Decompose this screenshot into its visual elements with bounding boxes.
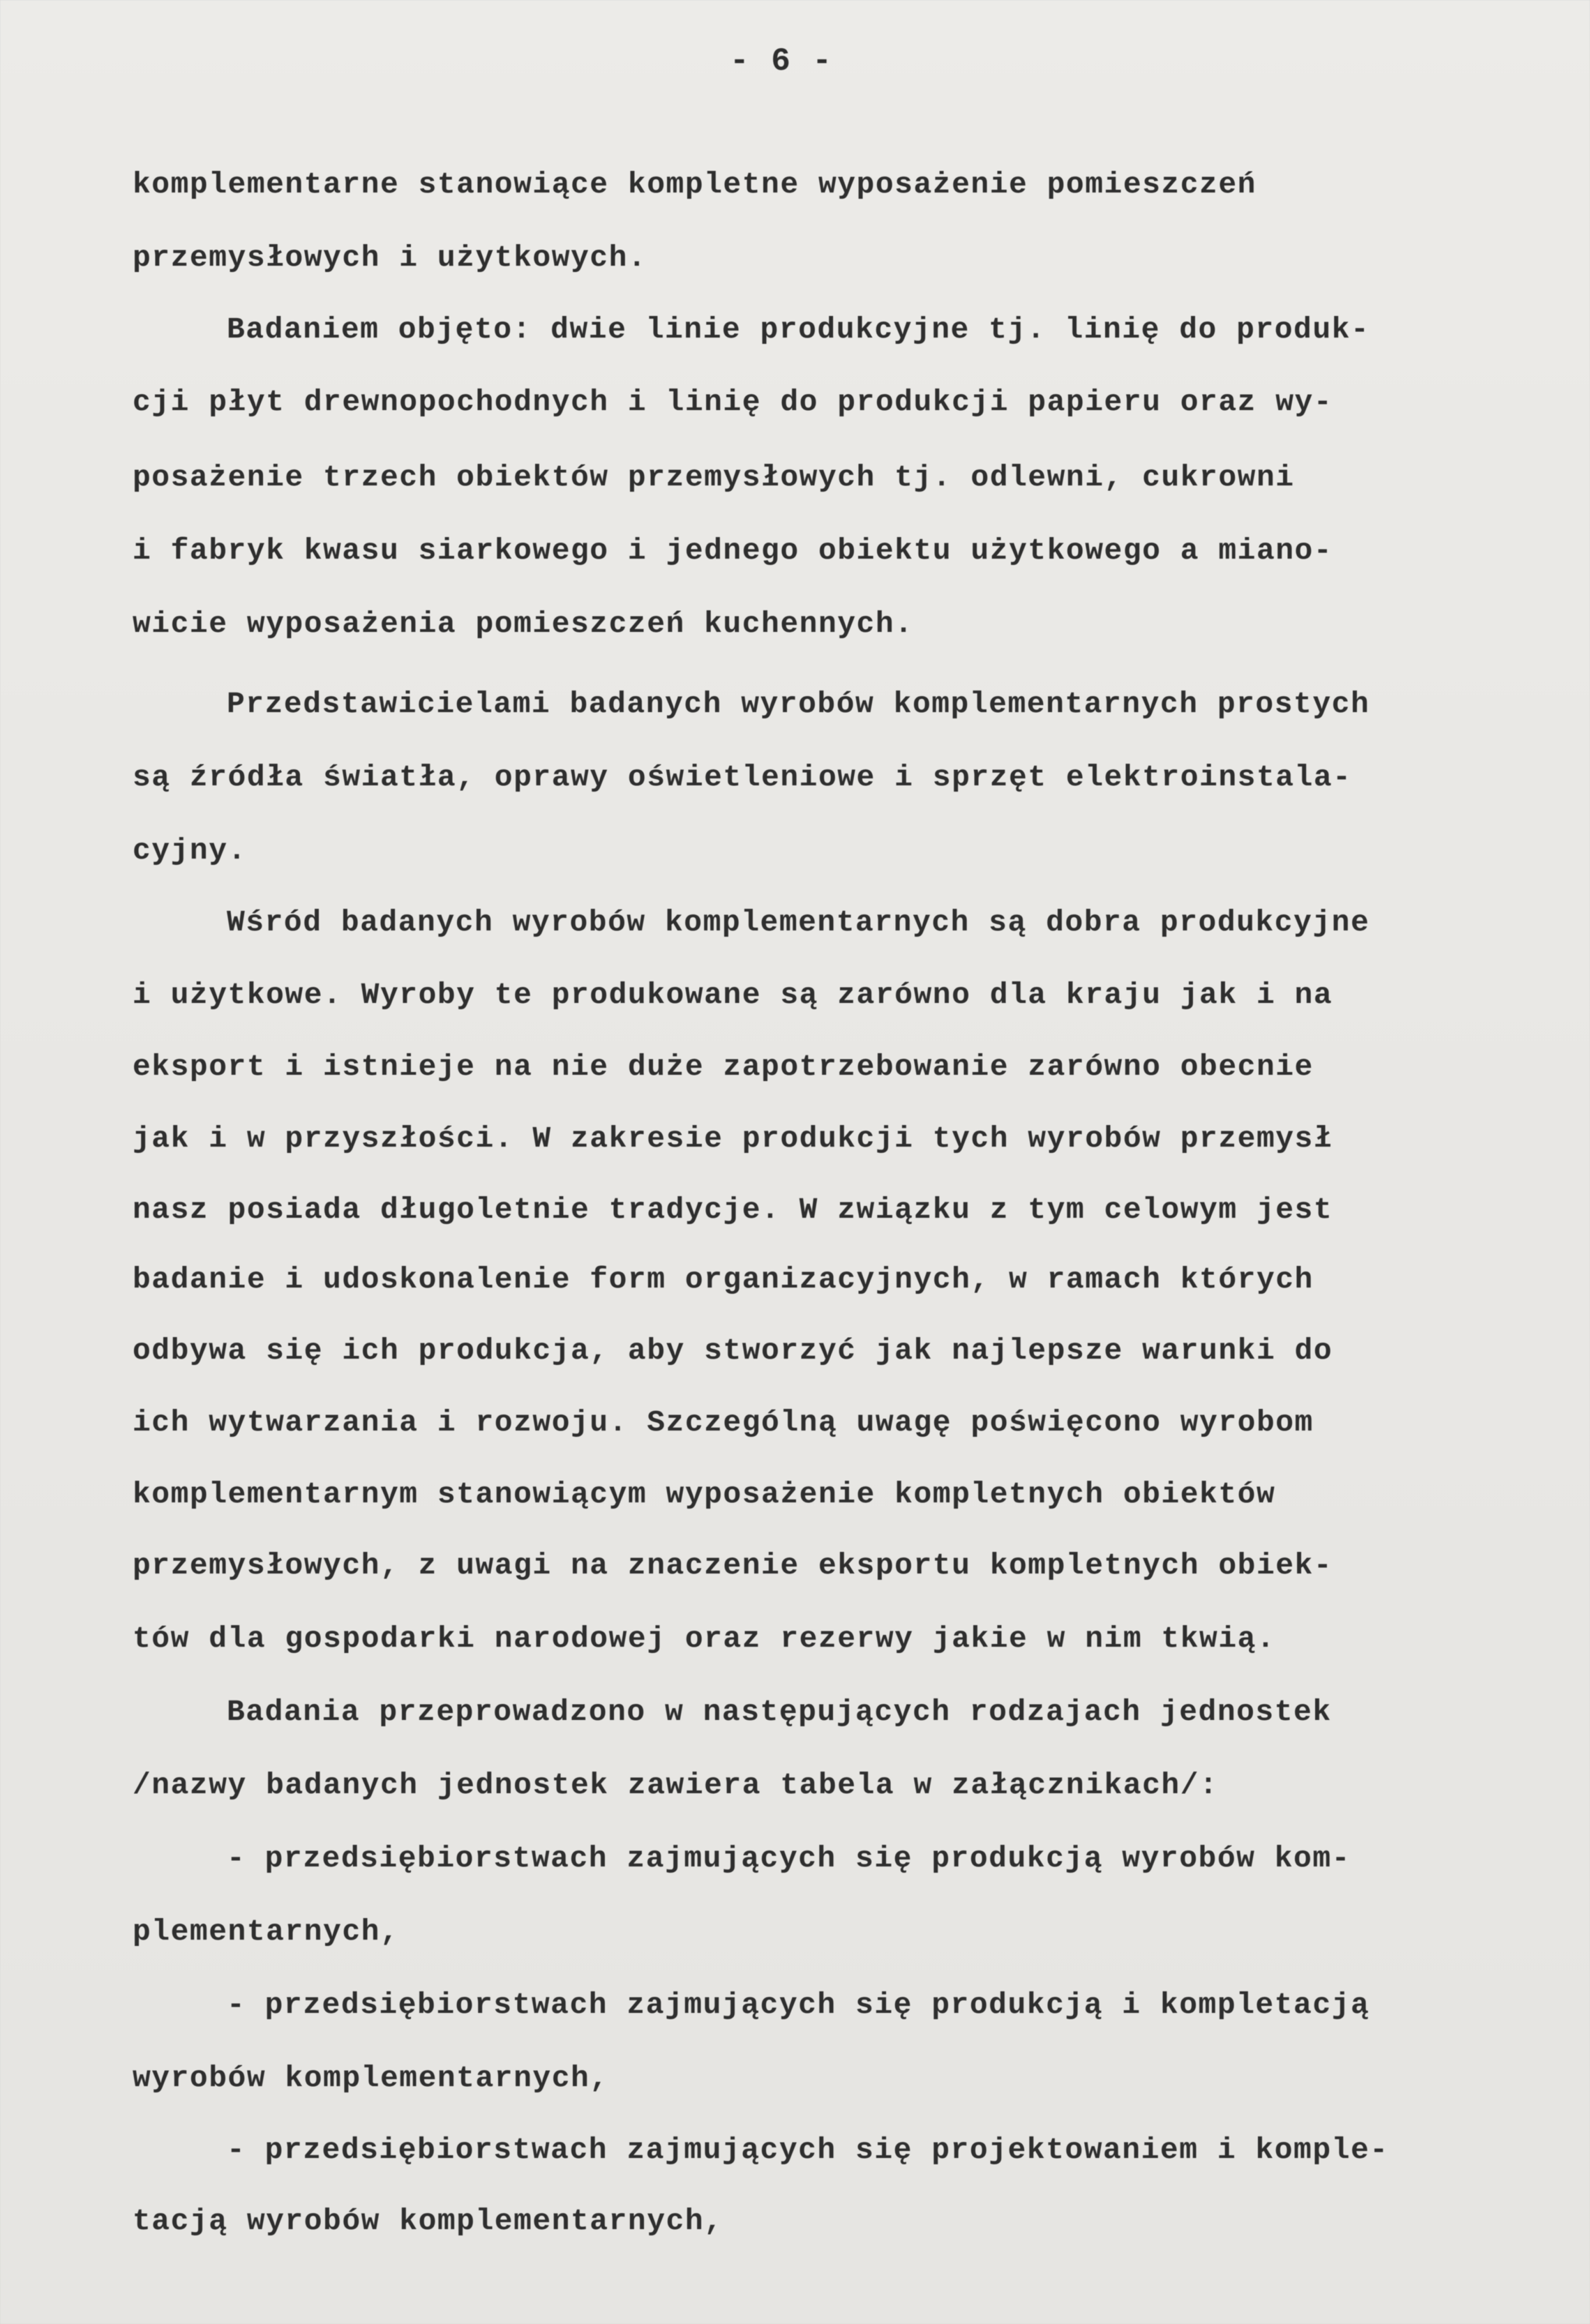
text-line: Wśród badanych wyrobów komplementarnych są dobra produkcyjne	[227, 905, 1370, 940]
text-line: cji płyt drewnopochodnych i linię do produkcji papieru oraz wy-	[133, 385, 1333, 419]
text-line: komplementarnym stanowiącym wyposażenie kompletnych obiektów	[133, 1477, 1276, 1511]
text-line: posażenie trzech obiektów przemysłowych tj. odlewni, cukrowni	[133, 460, 1295, 495]
text-line: komplementarne stanowiące kompletne wyposażenie pomieszczeń	[133, 167, 1257, 202]
text-line: Badaniem objęto: dwie linie produkcyjne tj. linię do produk-	[227, 312, 1370, 347]
text-line: jak i w przyszłości. W zakresie produkcji tych wyrobów przemysł	[133, 1122, 1333, 1156]
text-line: ich wytwarzania i rozwoju. Szczególną uwagę poświęcono wyrobom	[133, 1405, 1314, 1440]
text-line: eksport i istnieje na nie duże zapotrzebowanie zarówno obecnie	[133, 1050, 1314, 1084]
text-line: Przedstawicielami badanych wyrobów komplementarnych prostych	[227, 687, 1370, 721]
text-line: i fabryk kwasu siarkowego i jednego obiektu użytkowego a miano-	[133, 534, 1333, 568]
page-number: - 6 -	[729, 43, 834, 80]
text-line: Badania przeprowadzono w następujących rodzajach jednostek	[227, 1695, 1332, 1729]
text-line: tów dla gospodarki narodowej oraz rezerwy jakie w nim tkwią.	[133, 1622, 1276, 1656]
text-line: przemysłowych, z uwagi na znaczenie eksportu kompletnych obiek-	[133, 1548, 1333, 1583]
list-item: - przedsiębiorstwach zajmujących się produkcją i kompletacją	[227, 1988, 1370, 2022]
list-item: - przedsiębiorstwach zajmujących się produkcją wyrobów kom-	[227, 1841, 1351, 1876]
list-item-continuation: plementarnych,	[133, 1915, 400, 1949]
text-line: i użytkowe. Wyroby te produkowane są zarówno dla kraju jak i na	[133, 978, 1333, 1012]
text-line: /nazwy badanych jednostek zawiera tabela w załącznikach/:	[133, 1768, 1219, 1802]
text-line: nasz posiada długoletnie tradycje. W związku z tym celowym jest	[133, 1193, 1333, 1227]
list-item: - przedsiębiorstwach zajmujących się projektowaniem i komple-	[227, 2133, 1389, 2167]
text-line: cyjny.	[133, 833, 247, 868]
text-line: wicie wyposażenia pomieszczeń kuchennych.	[133, 607, 914, 641]
text-line: są źródła światła, oprawy oświetleniowe i sprzęt elektroinstala-	[133, 760, 1352, 794]
list-item-continuation: tacją wyrobów komplementarnych,	[133, 2204, 723, 2238]
text-line: odbywa się ich produkcja, aby stworzyć jak najlepsze warunki do	[133, 1334, 1333, 1368]
text-line: badanie i udoskonalenie form organizacyjnych, w ramach których	[133, 1262, 1314, 1297]
list-item-continuation: wyrobów komplementarnych,	[133, 2061, 609, 2095]
text-line: przemysłowych i użytkowych.	[133, 241, 647, 275]
